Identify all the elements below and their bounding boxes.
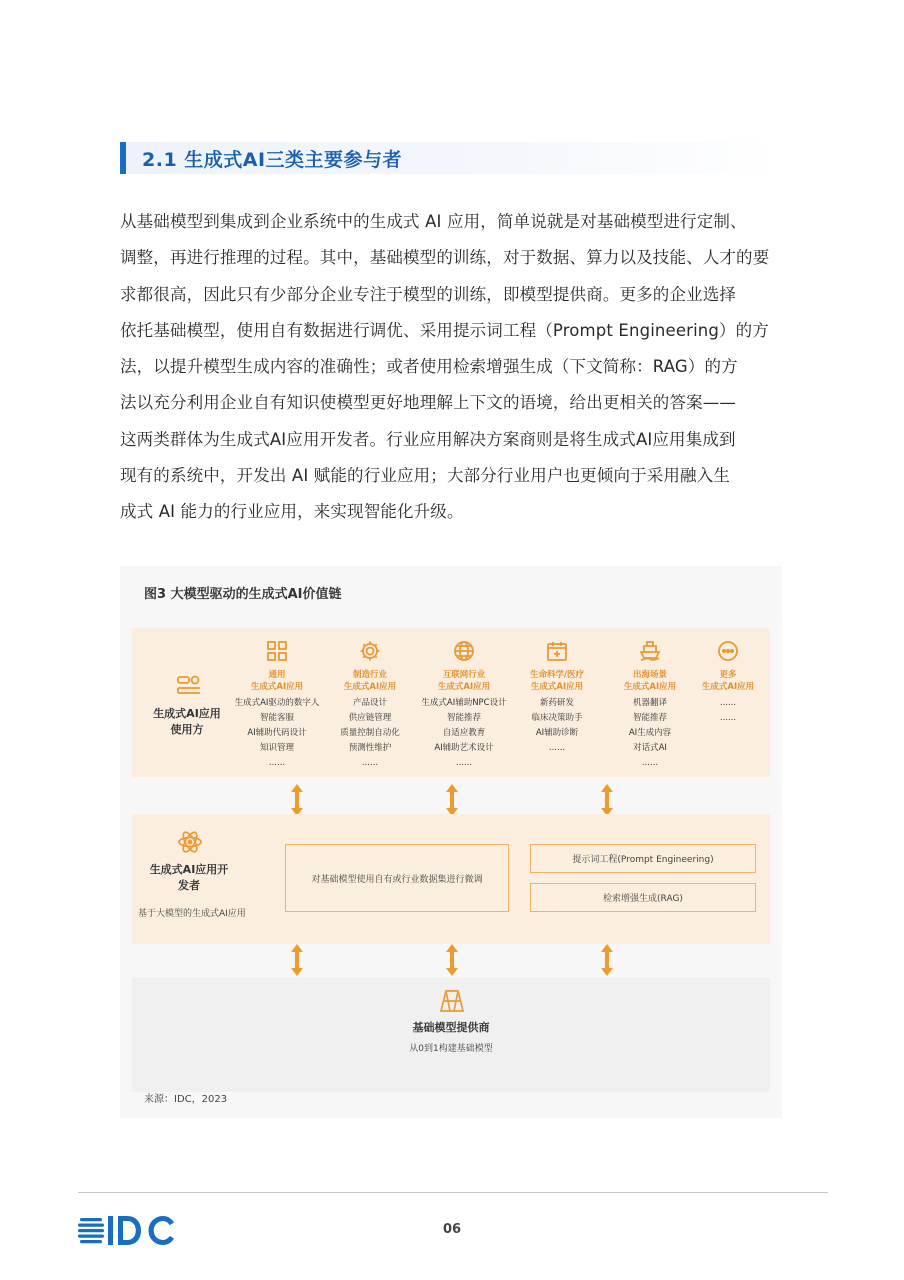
users-label <box>148 706 226 738</box>
double-arrow-icon <box>445 944 459 976</box>
double-arrow-icon <box>600 784 614 816</box>
double-arrow-icon <box>600 944 614 976</box>
users-label-text: 生成式AI应用使用方 <box>153 707 221 736</box>
column-item: AI辅助代码设计 <box>247 728 307 738</box>
more-icon <box>717 640 739 662</box>
column-internet <box>416 669 512 771</box>
column-item: 供应链管理 <box>348 713 392 723</box>
column-item: 生成式AI辅助NPC设计 <box>421 698 507 708</box>
column-item: ...... <box>719 698 737 708</box>
model-cube-icon <box>439 988 465 1014</box>
section-heading <box>120 142 780 174</box>
double-arrow-icon <box>445 784 459 816</box>
body-line: 依托基础模型，使用自有数据进行调优、采用提示词工程（Prompt Engineering）的方 <box>120 320 769 340</box>
column-item: ...... <box>719 713 737 723</box>
column-item: ...... <box>455 758 473 768</box>
column-item: ...... <box>361 758 379 768</box>
column-item: 产品设计 <box>352 698 387 708</box>
column-item: ...... <box>641 758 659 768</box>
column-manufacturing <box>322 669 418 771</box>
column-item: 机器翻译 <box>632 698 667 708</box>
column-item: 预测性维护 <box>348 743 392 753</box>
double-arrow-icon <box>290 944 304 976</box>
value-chain-figure <box>120 566 782 1118</box>
column-item: 自适应教育 <box>442 728 486 738</box>
app-user-icon <box>176 672 202 698</box>
rag-box-label: 检索增强生成(RAG) <box>603 894 683 904</box>
gear-icon <box>359 640 381 662</box>
rag-box <box>530 883 756 912</box>
medical-icon <box>546 640 568 662</box>
column-item: ...... <box>548 743 566 753</box>
body-paragraph <box>120 204 784 531</box>
column-item: ...... <box>268 758 286 768</box>
column-life-science <box>509 669 605 756</box>
column-category: 生命科学/医疗 <box>529 670 585 680</box>
figure-source: 来源：IDC，2023 <box>144 1094 228 1105</box>
grid-icon <box>266 640 288 662</box>
section-accent-bar <box>120 142 126 174</box>
idc-logo <box>78 1212 190 1248</box>
column-general <box>229 669 325 771</box>
globe-icon <box>453 640 475 662</box>
column-item: 智能客服 <box>259 713 294 723</box>
developers-label-text: 生成式AI应用开发者 <box>149 863 229 892</box>
footer-divider <box>78 1192 828 1193</box>
providers-label <box>370 1020 532 1036</box>
finetune-box <box>285 844 509 912</box>
page-number: 06 <box>442 1222 462 1237</box>
column-item: 智能推荐 <box>632 713 667 723</box>
column-category: 互联网行业 <box>442 670 486 680</box>
column-category: 制造行业 <box>352 670 387 680</box>
column-item: 临床决策助手 <box>531 713 583 723</box>
column-item: AI辅助艺术设计 <box>434 743 494 753</box>
body-line: 现有的系统中，开发出 AI 赋能的行业应用；大部分行业用户也更倾向于采用融入生 <box>120 466 730 486</box>
finetune-box-label: 对基础模型使用自有或行业数据集进行微调 <box>311 874 483 885</box>
column-category: 通用 <box>268 670 286 680</box>
figure-title: 图3 大模型驱动的生成式AI价值链 <box>144 587 342 602</box>
prompt-engineering-box <box>530 844 756 873</box>
column-subtitle: 生成式AI应用 <box>343 682 397 692</box>
column-item: 生成式AI驱动的数字人 <box>234 698 320 708</box>
body-line: 从基础模型到集成到企业系统中的生成式 AI 应用，简单说就是对基础模型进行定制、 <box>120 212 747 231</box>
column-subtitle: 生成式AI应用 <box>701 682 755 692</box>
body-line: 求都很高，因此只有少部分企业专注于模型的训练，即模型提供商。更多的企业选择 <box>120 284 737 304</box>
column-subtitle: 生成式AI应用 <box>250 682 304 692</box>
developers-label <box>148 862 230 894</box>
column-category: 出海场景 <box>632 670 667 680</box>
column-item: AI辅助诊断 <box>535 728 579 738</box>
section-title: 2.1 生成式AI三类主要参与者 <box>142 149 403 171</box>
body-line: 法，以提升模型生成内容的准确性；或者使用检索增强生成（下文简称：RAG）的方 <box>120 357 738 377</box>
column-item: 智能推荐 <box>446 713 481 723</box>
providers-label-text: 基础模型提供商 <box>412 1021 490 1034</box>
body-line: 调整，再进行推理的过程。其中，基础模型的训练，对于数据、算力以及技能、人才的要 <box>120 248 770 268</box>
body-line: 成式 AI 能力的行业应用，来实现智能化升级。 <box>120 502 464 522</box>
providers-subtitle: 从0到1构建基础模型 <box>409 1044 493 1054</box>
column-item: AI生成内容 <box>628 728 672 738</box>
prompt-engineering-box-label: 提示词工程(Prompt Engineering) <box>572 855 714 865</box>
body-line: 这两类群体为生成式AI应用开发者。行业应用解决方案商则是将生成式AI应用集成到 <box>120 429 736 449</box>
column-item: 对话式AI <box>633 743 667 753</box>
column-subtitle: 生成式AI应用 <box>437 682 491 692</box>
column-item: 知识管理 <box>259 743 294 753</box>
column-subtitle: 生成式AI应用 <box>530 682 584 692</box>
body-line: 法以充分利用企业自有知识使模型更好地理解上下文的语境，给出更相关的答案—— <box>120 393 737 413</box>
column-subtitle: 生成式AI应用 <box>623 682 677 692</box>
column-more <box>680 669 776 726</box>
atom-icon <box>177 829 203 855</box>
ship-icon <box>639 640 661 662</box>
double-arrow-icon <box>290 784 304 816</box>
developers-subtitle: 基于大模型的生成式AI应用 <box>138 909 246 919</box>
column-category: 更多 <box>719 670 737 680</box>
column-item: 质量控制自动化 <box>340 728 400 738</box>
column-item: 新药研发 <box>539 698 574 708</box>
